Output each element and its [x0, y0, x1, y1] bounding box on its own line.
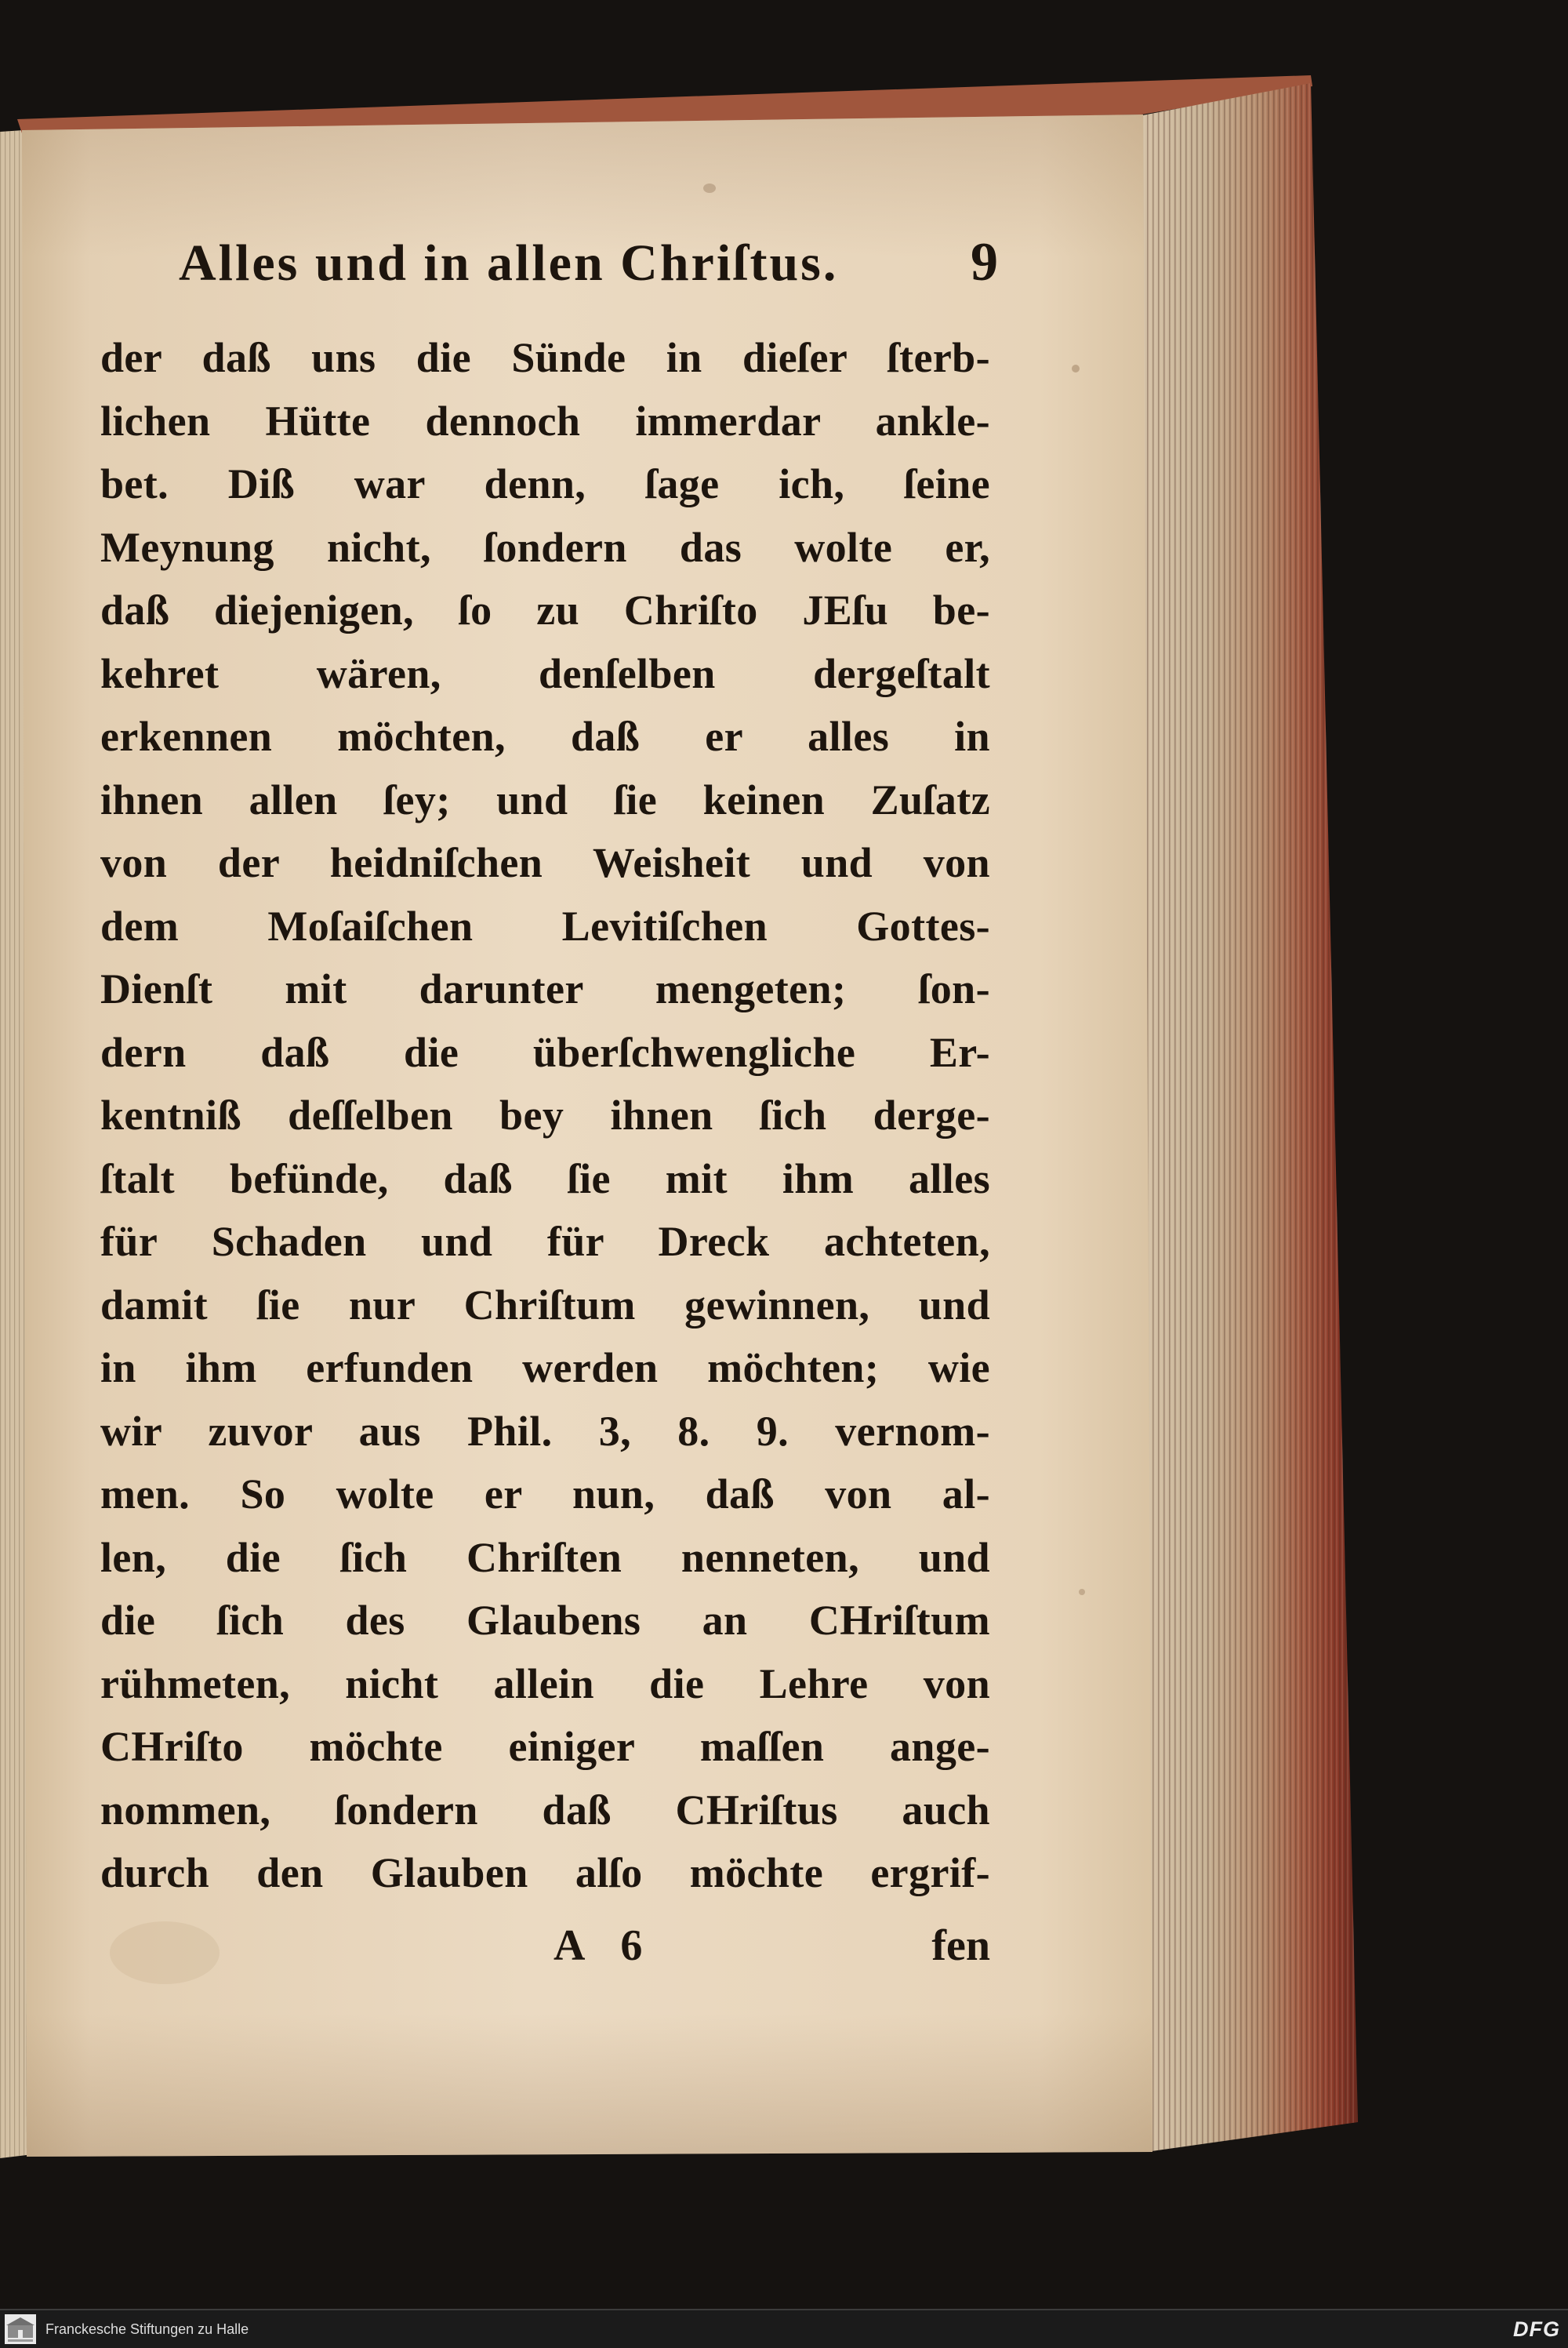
- running-head: [179, 231, 998, 295]
- page-number: 9: [971, 232, 998, 293]
- text-line: durch den Glauben alſo möchte ergrif-: [100, 1849, 990, 1896]
- text-line: rühmeten, nicht allein die Lehre von: [100, 1659, 990, 1707]
- page-foot: [100, 1914, 990, 1977]
- text-line: men. So wolte er nun, daß von al-: [100, 1470, 990, 1517]
- catchword: fen: [931, 1921, 990, 1970]
- text-line: in ihm erfunden werden möchten; wie: [100, 1344, 990, 1391]
- text-line: bet. Diß war denn, ſage ich, ſeine: [100, 460, 990, 507]
- text-line: Dienſt mit darunter mengeten; ſon-: [100, 965, 990, 1012]
- paper-stain: [703, 184, 716, 193]
- text-line: die ſich des Glaubens an CHriſtum: [100, 1597, 990, 1644]
- text-line: CHriſto möchte einiger maſſen ange-: [100, 1723, 990, 1770]
- left-page-edge-lines: [0, 130, 27, 2158]
- text-line: ihnen allen ſey; und ſie keinen Zuſatz: [100, 776, 990, 823]
- text-line: für Schaden und für Dreck achteten,: [100, 1218, 990, 1265]
- text-line: ſtalt befünde, daß ſie mit ihm alles: [100, 1154, 990, 1202]
- text-line: damit ſie nur Chriſtum gewinnen, und: [100, 1281, 990, 1328]
- paper-stain: [1072, 365, 1080, 373]
- text-line: kehret wären, denſelben dergeſtalt: [100, 649, 990, 697]
- text-line: wir zuvor aus Phil. 3, 8. 9. vernom-: [100, 1407, 990, 1455]
- dfg-logo: DFG: [1513, 2317, 1560, 2341]
- text-line: dern daß die überſchwengliche Er-: [100, 1028, 990, 1076]
- text-line: len, die ſich Chriſten nenneten, und: [100, 1533, 990, 1581]
- institution-logo-icon: [5, 2314, 36, 2344]
- text-line: von der heidniſchen Weisheit und von: [100, 839, 990, 886]
- text-line: daß diejenigen, ſo zu Chriſto JEſu be-: [100, 587, 990, 634]
- text-line: der daß uns die Sünde in dieſer ſterb-: [100, 334, 990, 381]
- signature-mark: A 6: [554, 1921, 643, 1970]
- text-line: lichen Hütte dennoch immerdar ankle-: [100, 397, 990, 445]
- paper-stain: [1079, 1589, 1085, 1595]
- text-line: Meynung nicht, ſondern das wolte er,: [100, 523, 990, 571]
- running-title: Alles und in allen Chriſtus.: [179, 234, 839, 292]
- text-line: kentniß deſſelben bey ihnen ſich derge-: [100, 1092, 990, 1139]
- text-line: erkennen möchten, daß er alles in: [100, 713, 990, 760]
- body-text: [100, 326, 990, 1905]
- institution-name: Franckesche Stiftungen zu Halle: [45, 2321, 249, 2337]
- footer-bar: [0, 2309, 1568, 2348]
- text-line: dem Moſaiſchen Levitiſchen Gottes-: [100, 902, 990, 950]
- text-line: nommen, ſondern daß CHriſtus auch: [100, 1786, 990, 1834]
